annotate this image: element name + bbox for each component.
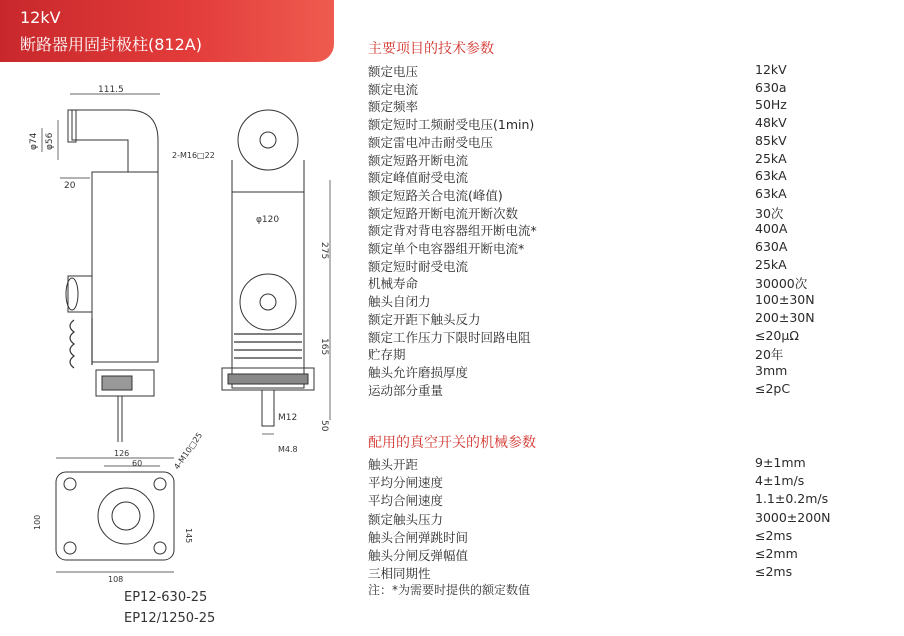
front-view (222, 110, 330, 434)
param-row (368, 97, 868, 115)
param-row (368, 115, 868, 133)
product-title: 断路器用固封极柱(812A) (20, 35, 202, 54)
dim-74: φ74 (29, 132, 39, 150)
dim-20: 20 (64, 181, 76, 191)
param-name: 额定短时工频耐受电压(1min) (368, 117, 535, 133)
param-row (368, 455, 868, 473)
main-params-title: 主要项目的技术参数 (368, 41, 494, 57)
param-row (368, 151, 868, 169)
dim-100: 100 (33, 514, 42, 530)
param-row (368, 204, 868, 222)
param-row (368, 257, 868, 275)
param-value: 25kA (755, 150, 787, 166)
param-name: 额定背对背电容器组开断电流* (368, 223, 537, 239)
param-name: 运动部分重量 (368, 382, 444, 398)
param-value: 30000次 (755, 276, 808, 292)
param-value: ≤2ms (755, 564, 793, 580)
param-name: 额定短路关合电流(峰值) (368, 187, 503, 203)
param-row (368, 528, 868, 546)
param-value: ≤2ms (755, 527, 793, 543)
param-row (368, 62, 868, 80)
param-value: 63kA (755, 168, 787, 184)
dim-275: 275 (319, 242, 329, 260)
technical-drawing (10, 80, 350, 600)
param-name: 额定峰值耐受电流 (368, 170, 469, 186)
param-name: 触头允许磨损厚度 (368, 364, 469, 380)
param-name: 触头分闸反弹幅值 (368, 548, 469, 563)
param-row (368, 546, 868, 564)
param-value: 1.1±0.2m/s (755, 491, 829, 507)
param-row (368, 274, 868, 292)
dim-111: 111.5 (98, 85, 124, 95)
param-row (368, 328, 868, 346)
param-value: 400A (755, 221, 788, 237)
param-name: 额定短路开断电流开断次数 (368, 205, 519, 221)
param-value: ≤2pC (755, 380, 791, 396)
param-value: 12kV (755, 62, 787, 77)
dim-60: 60 (132, 459, 143, 468)
dim-m4: M4.8 (278, 445, 298, 454)
param-row (368, 186, 868, 204)
param-name: 额定电流 (368, 81, 419, 97)
param-value: ≤2mm (755, 546, 798, 561)
param-value: 630a (755, 79, 787, 95)
param-value: 630A (755, 239, 788, 254)
param-row (368, 491, 868, 509)
param-row (368, 564, 868, 582)
param-name: 贮存期 (368, 347, 406, 363)
param-value: 9±1mm (755, 455, 806, 470)
param-value: 85kV (755, 132, 787, 148)
param-row (368, 239, 868, 257)
param-name: 额定雷电冲击耐受电压 (368, 134, 494, 150)
bottom-view (56, 458, 174, 572)
param-name: 额定短时耐受电流 (368, 258, 469, 274)
param-name: 额定短路开断电流 (368, 152, 469, 168)
param-row (368, 310, 868, 328)
title-banner (0, 0, 334, 62)
param-name: 平均合闸速度 (368, 493, 444, 509)
param-name: 额定工作压力下限时回路电阻 (368, 329, 531, 345)
dim-108: 108 (108, 575, 124, 584)
param-name: 额定频率 (368, 99, 419, 115)
param-row (368, 221, 868, 239)
param-name: 触头开距 (368, 457, 419, 472)
param-row (368, 168, 868, 186)
param-value: 4±1m/s (755, 473, 805, 489)
dim-m12: M12 (278, 413, 298, 423)
model-number: EP12-630-25 (124, 590, 208, 605)
param-row (368, 381, 868, 399)
param-row (368, 80, 868, 98)
model-number: EP12/1250-25 (124, 611, 216, 626)
param-row (368, 363, 868, 381)
param-value: 30次 (755, 205, 784, 221)
param-name: 平均分闸速度 (368, 475, 444, 491)
param-name: 额定单个电容器组开断电流* (368, 241, 525, 256)
param-value: 25kA (755, 256, 787, 272)
param-value: 200±30N (755, 309, 815, 325)
dim-145: 145 (184, 528, 193, 544)
param-value: 48kV (755, 115, 787, 131)
param-name: 额定开距下触头反力 (368, 311, 481, 327)
param-value: 63kA (755, 185, 787, 201)
param-row (368, 473, 868, 491)
param-value: 50Hz (755, 97, 787, 113)
param-value: 100±30N (755, 292, 815, 308)
param-value: 20年 (755, 347, 784, 363)
voltage-title: 12kV (20, 8, 61, 27)
dim-m16: 2-M16□22 (172, 151, 215, 160)
dim-50: 50 (319, 420, 329, 432)
dim-m10: 4-M10□25 (172, 430, 205, 472)
param-row (368, 345, 868, 363)
mech-params-title: 配用的真空开关的机械参数 (368, 435, 536, 451)
dim-120: φ120 (256, 215, 280, 225)
side-view (42, 94, 160, 442)
param-value: 3mm (755, 362, 788, 378)
param-name: 触头合闸弹跳时间 (368, 529, 469, 545)
footnote: 注：*为需要时提供的额定数值 (368, 583, 531, 597)
dim-126: 126 (114, 449, 130, 458)
param-value: ≤20μΩ (755, 327, 799, 343)
param-name: 触头自闭力 (368, 294, 431, 310)
dim-165: 165 (319, 338, 329, 356)
dim-56: φ56 (45, 132, 55, 150)
param-value: 3000±200N (755, 509, 831, 525)
param-name: 机械寿命 (368, 276, 419, 292)
param-row (368, 133, 868, 151)
param-name: 额定触头压力 (368, 511, 444, 527)
param-row (368, 510, 868, 528)
param-row (368, 292, 868, 310)
param-name: 额定电压 (368, 64, 419, 79)
param-name: 三相同期性 (368, 566, 431, 582)
